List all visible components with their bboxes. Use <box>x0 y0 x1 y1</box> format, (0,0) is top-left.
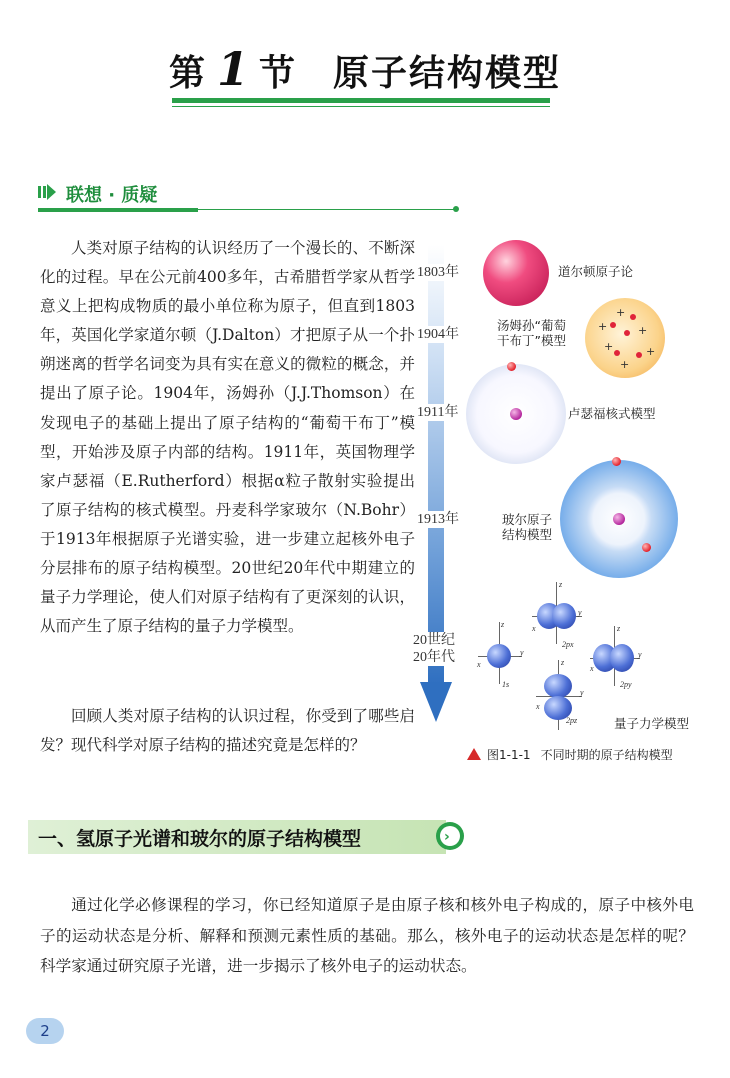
body-paragraph-2: 回顾人类对原子结构的认识过程，你受到了哪些启发？现代科学对原子结构的描述究竟是怎样的？ <box>40 707 415 755</box>
dalton-model-sphere <box>483 240 549 306</box>
figure-caption-text: 不同时期的原子结构模型 <box>540 748 673 762</box>
page-number: 2 <box>40 1022 50 1040</box>
caption-triangle-icon <box>467 748 481 760</box>
section-heading-associate: 联想 · 质疑 <box>66 185 158 206</box>
axis-label-z: z <box>501 620 505 629</box>
axis-label-y: y <box>638 650 642 659</box>
label-quantum: 量子力学模型 <box>614 716 690 731</box>
label-thomson <box>497 318 566 348</box>
axis-label-y: y <box>578 608 582 617</box>
orbital-2py-lobe <box>610 644 634 672</box>
axis-label-x: x <box>590 664 594 673</box>
orbital-2px-lobe <box>552 603 576 629</box>
year-20c-line2: 20年代 <box>413 650 455 665</box>
section-rule-dot <box>453 206 459 212</box>
orbital-label-2py: 2py <box>620 680 632 689</box>
axis-label-y: y <box>580 688 584 697</box>
year-1913: 1913年 <box>417 512 459 527</box>
axis-label-z: z <box>559 580 563 589</box>
orbital-1s <box>487 644 511 668</box>
axis-label-x: x <box>536 702 540 711</box>
title-underline <box>172 98 550 103</box>
positive-charge-icon: + <box>616 306 626 319</box>
rutherford-electron <box>507 362 516 371</box>
axis-label-z: z <box>617 624 621 633</box>
label-rutherford: 卢瑟福核式模型 <box>568 406 656 421</box>
label-bohr-line1: 玻尔原子 <box>502 512 553 527</box>
axis-label-z: z <box>561 658 565 667</box>
rutherford-nucleus <box>510 408 522 420</box>
timeline-arrowhead <box>420 682 452 722</box>
axis-label-x: x <box>532 624 536 633</box>
title-prefix: 第 <box>168 52 207 94</box>
positive-charge-icon: + <box>646 345 656 358</box>
play-arrow-icon <box>38 183 56 201</box>
bohr-electron-inner <box>642 543 651 552</box>
electron-dot <box>610 322 616 328</box>
orbital-label-2pz: 2pz <box>566 716 578 725</box>
electron-dot <box>636 352 642 358</box>
bohr-nucleus <box>613 513 625 525</box>
label-dalton: 道尔顿原子论 <box>558 264 634 279</box>
positive-charge-icon: + <box>620 358 630 371</box>
year-1911: 1911年 <box>417 405 459 420</box>
timeline-bar <box>428 245 444 685</box>
chevron-right-icon: › <box>444 829 450 845</box>
electron-dot <box>630 314 636 320</box>
axis-label-y: y <box>520 648 524 657</box>
title-number: 1 <box>216 42 249 96</box>
body-paragraph-3: 通过化学必修课程的学习，你已经知道原子是由原子核和核外电子构成的，原子中核外电子的运动状态是分析、解释和预测元素性质的基础。那么，核外电子的运动状态是怎样的呢？科学家通过研究原子光谱，进一步揭示了核外电子的运动状态。 <box>40 896 694 975</box>
page-title <box>0 42 730 96</box>
year-1904: 1904年 <box>417 327 459 342</box>
section-rule-thick <box>38 208 198 212</box>
orbital-label-2px: 2px <box>562 640 574 649</box>
year-20c-line1: 20世纪 <box>413 633 455 648</box>
axis-label-x: x <box>477 660 481 669</box>
body-paragraph-1: 人类对原子结构的认识经历了一个漫长的、不断深化的过程。早在公元前400多年，古希腊哲学家从哲学意义上把构成物质的最小单位称为原子，但直到1803年，英国化学家道尔顿（J.Dalton）才把原子从一个扑朔迷离的哲学名词变为具有实在意义的微粒的概念，并提出了原子论。1904年，汤姆孙（J.J.Thomson）在发现电子的基础上提出了原子结构的“葡萄干布丁”模型，开始涉及原子内部的结构。1911年，英国物理学家卢瑟福（E.Rutherford）根据α粒子散射实验提出了原子结构的核式模型。丹麦科学家玻尔（N.Bohr）于1913年根据原子光谱实验，进一步建立起核外电子分层排布的原子结构模型。20世纪20年代中期建立的量子力学理论，使人们对原子结构有了更深刻的认识，从而产生了原子结构的量子力学模型。 <box>40 239 415 636</box>
label-thomson-line1: 汤姆孙“葡萄 <box>497 318 566 333</box>
title-suffix: 节 <box>259 52 298 94</box>
label-bohr <box>502 512 552 542</box>
year-20th-century-20s <box>413 632 455 666</box>
year-1803: 1803年 <box>417 265 459 280</box>
label-thomson-line2: 干布丁”模型 <box>497 333 566 348</box>
label-bohr-line2: 结构模型 <box>502 527 553 542</box>
orbital-2pz-lobe <box>544 674 572 698</box>
bohr-electron-outer <box>612 457 621 466</box>
orbital-label-1s: 1s <box>502 680 510 689</box>
positive-charge-icon: + <box>604 340 614 353</box>
section-rule-thin <box>198 209 456 210</box>
electron-dot <box>614 350 620 356</box>
section-heading-one: 一、氢原子光谱和玻尔的原子结构模型 <box>38 828 362 850</box>
electron-dot <box>624 330 630 336</box>
figure-caption <box>487 746 673 763</box>
positive-charge-icon: + <box>598 320 608 333</box>
arrow-right-circle-inner <box>440 826 460 846</box>
positive-charge-icon: + <box>638 324 648 337</box>
title-name: 原子结构模型 <box>333 52 562 94</box>
title-underline-thin <box>172 106 550 107</box>
figure-number: 图1-1-1 <box>487 748 531 762</box>
